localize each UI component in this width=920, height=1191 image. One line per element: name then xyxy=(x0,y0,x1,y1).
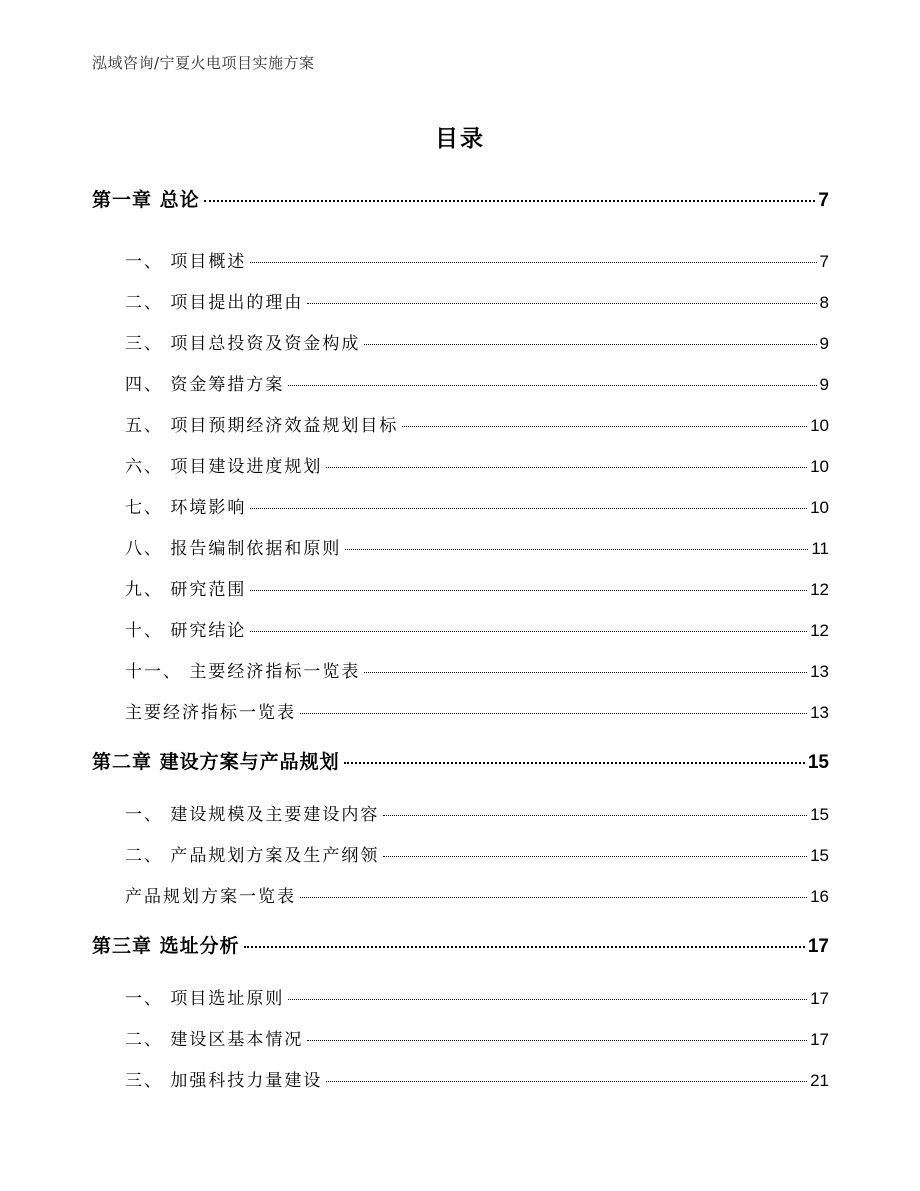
toc-entry[interactable] xyxy=(125,329,829,354)
toc-entry-label: 一、 项目概述 xyxy=(125,252,247,272)
toc-leader-dots xyxy=(307,302,816,304)
toc-entry-label: 第三章 选址分析 xyxy=(92,935,240,957)
toc-entry[interactable] xyxy=(125,411,829,436)
toc-entry-label: 六、 项目建设进度规划 xyxy=(125,457,323,477)
toc-entry-page: 10 xyxy=(810,416,829,435)
toc-entry-page: 15 xyxy=(810,805,829,824)
toc-entry-page: 9 xyxy=(819,334,829,353)
toc-entry-page: 15 xyxy=(807,752,829,773)
toc-leader-dots xyxy=(300,896,807,898)
toc-entry[interactable] xyxy=(125,493,829,518)
toc-leader-dots xyxy=(250,630,807,632)
toc-leader-dots xyxy=(364,343,816,345)
toc-entry[interactable] xyxy=(125,800,829,825)
toc-entry-page: 7 xyxy=(818,190,829,211)
toc-entry[interactable] xyxy=(125,534,829,559)
toc-entry[interactable] xyxy=(125,882,829,907)
toc-entry-label: 十、 研究结论 xyxy=(125,621,247,641)
toc-leader-dots xyxy=(250,589,807,591)
toc-entry[interactable] xyxy=(125,288,829,313)
toc-entry[interactable] xyxy=(125,984,829,1009)
toc-leader-dots xyxy=(402,425,807,427)
toc-leader-dots xyxy=(345,548,808,550)
toc-entry[interactable] xyxy=(92,747,829,774)
toc-leader-dots xyxy=(383,855,807,857)
toc-entry-page: 8 xyxy=(819,293,829,312)
toc-entry-label: 十一、 主要经济指标一览表 xyxy=(125,662,361,682)
toc-entry-page: 21 xyxy=(810,1071,829,1090)
toc-entry-page: 9 xyxy=(819,375,829,394)
toc-entry-label: 二、 建设区基本情况 xyxy=(125,1030,304,1050)
toc-entry[interactable] xyxy=(125,616,829,641)
toc-leader-dots xyxy=(307,1039,807,1041)
toc-entry-label: 主要经济指标一览表 xyxy=(125,703,296,723)
toc-entry-page: 10 xyxy=(810,457,829,476)
toc-entry[interactable] xyxy=(125,657,829,682)
toc-entry-page: 16 xyxy=(810,887,829,906)
toc-entry[interactable] xyxy=(125,452,829,477)
toc-entry-label: 三、 项目总投资及资金构成 xyxy=(125,334,361,354)
toc-entry-page: 12 xyxy=(810,580,829,599)
toc-leader-dots xyxy=(364,671,807,673)
toc-entry-label: 七、 环境影响 xyxy=(125,498,247,518)
toc-entry-label: 九、 研究范围 xyxy=(125,580,247,600)
toc-leader-dots xyxy=(383,814,807,816)
toc-entry-page: 7 xyxy=(819,252,829,271)
toc-entry-label: 二、 产品规划方案及生产纲领 xyxy=(125,846,380,866)
toc-entry[interactable] xyxy=(125,1066,829,1091)
toc-entry[interactable] xyxy=(92,931,829,958)
toc-entry-label: 五、 项目预期经济效益规划目标 xyxy=(125,416,399,436)
toc-leader-dots xyxy=(300,712,807,714)
toc-entry-page: 17 xyxy=(810,989,829,1008)
toc-entry-page: 10 xyxy=(810,498,829,517)
toc-leader-dots xyxy=(250,507,807,509)
toc-entry-page: 15 xyxy=(810,846,829,865)
toc-entry-label: 第一章 总论 xyxy=(92,189,200,211)
toc-leader-dots xyxy=(204,199,816,202)
toc-entry[interactable] xyxy=(125,1025,829,1050)
toc-leader-dots xyxy=(326,1080,807,1082)
toc-entry-page: 17 xyxy=(807,936,829,957)
toc-entry[interactable] xyxy=(125,841,829,866)
toc-entry-page: 12 xyxy=(810,621,829,640)
toc-entry-page: 11 xyxy=(811,539,829,558)
toc-entry-label: 四、 资金筹措方案 xyxy=(125,375,285,395)
toc-leader-dots xyxy=(326,466,807,468)
toc-entry[interactable] xyxy=(125,370,829,395)
toc-entry[interactable] xyxy=(125,247,829,272)
toc-leader-dots xyxy=(244,945,805,948)
toc-entry-label: 第二章 建设方案与产品规划 xyxy=(92,751,340,773)
toc-entry[interactable] xyxy=(125,575,829,600)
toc-leader-dots xyxy=(288,384,816,386)
toc-entry-page: 17 xyxy=(810,1030,829,1049)
toc-leader-dots xyxy=(250,261,816,263)
toc-leader-dots xyxy=(288,998,807,1000)
running-header: 泓域咨询/宁夏火电项目实施方案 xyxy=(92,54,315,72)
toc-entry-label: 二、 项目提出的理由 xyxy=(125,293,304,313)
toc-entry-label: 产品规划方案一览表 xyxy=(125,887,296,907)
toc-entry[interactable] xyxy=(125,698,829,723)
toc-entry[interactable] xyxy=(92,185,829,212)
toc-entry-label: 八、 报告编制依据和原则 xyxy=(125,539,342,559)
toc-title: 目录 xyxy=(435,126,485,152)
toc-entry-label: 一、 建设规模及主要建设内容 xyxy=(125,805,380,825)
toc-entry-label: 一、 项目选址原则 xyxy=(125,989,285,1009)
toc-entry-page: 13 xyxy=(810,662,829,681)
toc-entry-page: 13 xyxy=(810,703,829,722)
toc-entry-label: 三、 加强科技力量建设 xyxy=(125,1071,323,1091)
toc-leader-dots xyxy=(344,761,805,764)
